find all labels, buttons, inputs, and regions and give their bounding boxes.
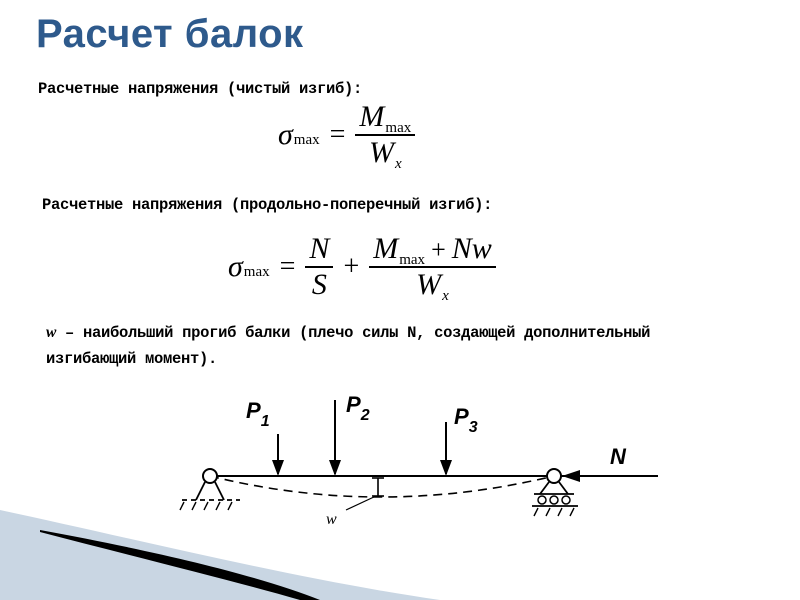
area-symbol: S — [311, 267, 327, 301]
section-heading-pure-bending: Расчетные напряжения (чистый изгиб): — [38, 80, 363, 98]
fraction-force-over-area — [305, 232, 333, 302]
axial-force-arrow — [562, 470, 580, 482]
page-title: Расчет балок — [36, 12, 304, 56]
modulus-symbol: W — [416, 267, 442, 301]
moment-subscript: max — [399, 252, 426, 268]
section-heading-combined-bending: Расчетные напряжения (продольно-поперечный изгиб): — [42, 196, 493, 214]
fraction-denominator — [365, 136, 406, 170]
fraction-moment-over-modulus — [369, 232, 496, 302]
force-symbol: N — [309, 232, 330, 265]
axial-force-label: N — [610, 444, 626, 469]
fraction-numerator — [305, 232, 333, 266]
sigma-symbol: σ — [278, 117, 293, 151]
fraction-moment-over-modulus — [355, 100, 415, 170]
deflection-variable: w — [46, 324, 57, 341]
deflection-note — [46, 320, 666, 372]
fraction-denominator — [412, 268, 453, 302]
moment-symbol: M — [373, 232, 399, 265]
modulus-subscript: x — [442, 287, 449, 304]
sigma-symbol: σ — [228, 249, 243, 283]
load-arrow-p3 — [440, 422, 452, 476]
plus-sign: + — [343, 250, 360, 282]
load-label-p2: $P_2$ — [346, 392, 370, 424]
beam-diagram — [170, 390, 670, 540]
formula-combined-bending — [228, 232, 496, 302]
load-arrow-p2 — [329, 400, 341, 476]
deflection-marker — [346, 478, 384, 510]
equals-sign: = — [279, 250, 296, 282]
moment-subscript: max — [385, 120, 412, 136]
fraction-numerator — [355, 100, 415, 134]
formula-pure-bending — [278, 100, 415, 170]
deflected-shape-line — [210, 476, 554, 497]
fraction-numerator — [369, 232, 496, 266]
sigma-subscript: max — [293, 132, 320, 149]
force-arm-product: Nw — [451, 232, 492, 265]
deflection-label: w — [326, 511, 337, 528]
load-label-p1: $P_1$ — [246, 398, 270, 430]
moment-symbol: M — [359, 100, 385, 133]
fraction-denominator — [308, 268, 331, 302]
equals-sign: = — [329, 118, 346, 150]
sigma-subscript: max — [243, 264, 270, 281]
load-label-p3: $P_3$ — [454, 404, 478, 436]
load-arrow-p1 — [272, 434, 284, 476]
modulus-subscript: x — [395, 155, 402, 172]
plus-sign: + — [431, 235, 446, 264]
modulus-symbol: W — [369, 135, 394, 169]
deflection-note-text: – наибольший прогиб балки (плечо силы N, создающей дополнительный изгибающий момент). — [46, 324, 651, 368]
